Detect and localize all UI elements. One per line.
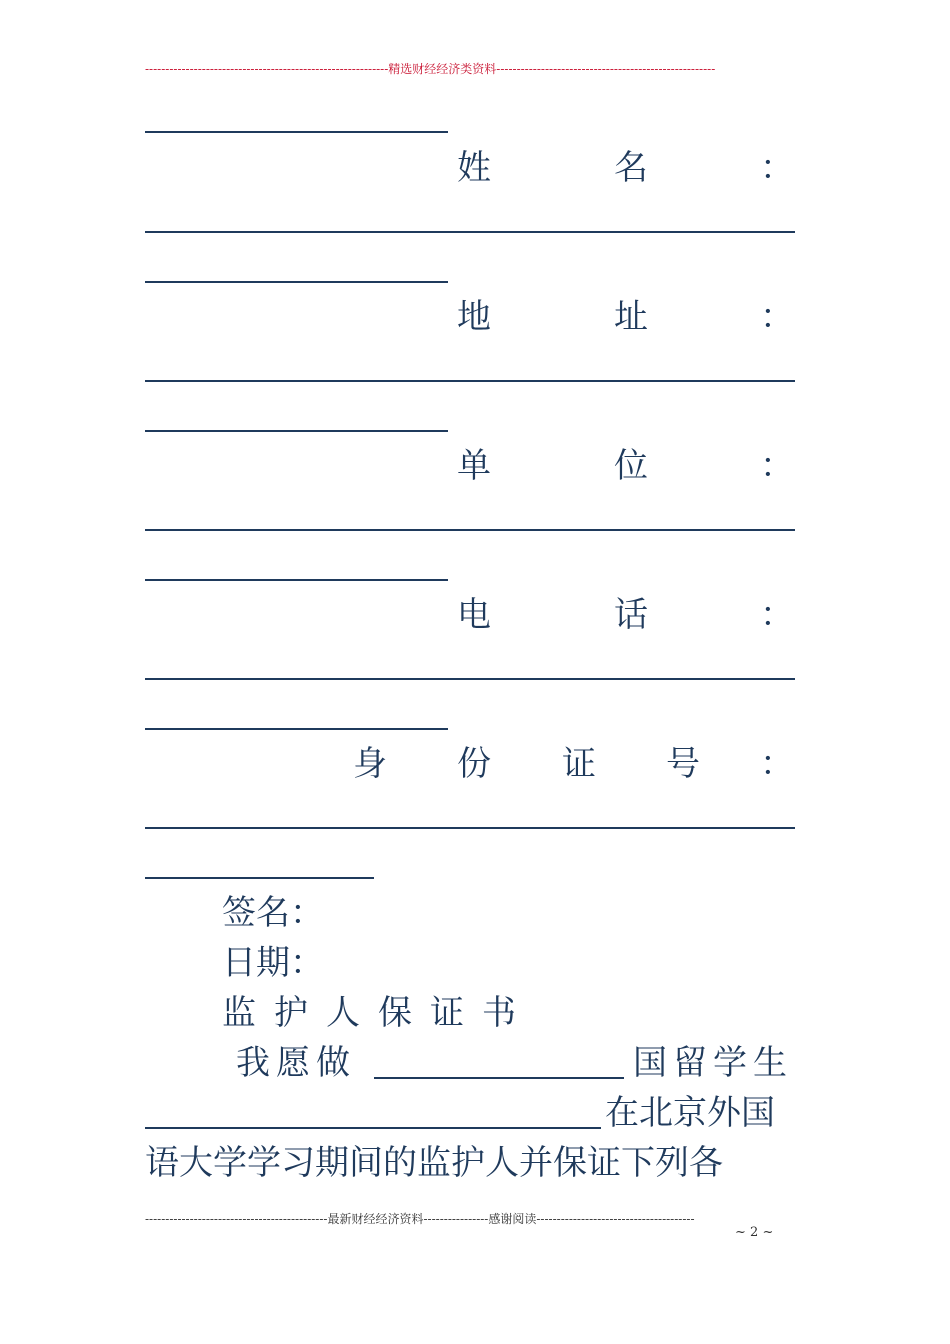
short-underline xyxy=(145,728,448,730)
phone-underline xyxy=(145,678,795,680)
short-underline xyxy=(145,430,448,432)
id-underline xyxy=(145,827,795,829)
body-line-1-suffix: 国留学生 xyxy=(633,1043,793,1083)
name-underline xyxy=(145,231,795,233)
body-line-2-suffix: 在北京外国 xyxy=(605,1093,775,1133)
student-name-underline xyxy=(145,1127,601,1129)
field-id-char-3: 证 xyxy=(562,744,596,784)
footer-right-text: 感谢阅读 xyxy=(488,1212,537,1226)
body-line-3: 语大学学习期间的监护人并保证下列各 xyxy=(145,1143,723,1183)
field-name-char-1: 姓 xyxy=(457,148,491,188)
field-unit-colon: ： xyxy=(760,446,794,486)
title-char: 书 xyxy=(482,993,516,1033)
title-char: 监 xyxy=(222,993,256,1033)
footer-left-text: 最新财经经济资料 xyxy=(327,1212,424,1226)
field-address-char-1: 地 xyxy=(457,297,491,337)
page-footer: ---------------------------------------------最新财经经济资料----------------感谢阅读--------------------------------------- xyxy=(145,1212,695,1226)
body-line-1-prefix: 我愿做 xyxy=(236,1043,356,1083)
field-id-char-4: 号 xyxy=(666,744,700,784)
field-name-colon: ： xyxy=(760,148,794,188)
field-address-char-2: 址 xyxy=(614,297,648,337)
short-underline xyxy=(145,281,448,283)
short-underline xyxy=(145,877,374,879)
field-unit-char-2: 位 xyxy=(614,446,648,486)
field-id-char-2: 份 xyxy=(457,744,491,784)
field-id-colon: ： xyxy=(760,744,794,784)
field-phone-char-2: 话 xyxy=(614,595,648,635)
title-char: 人 xyxy=(326,993,360,1033)
field-phone-char-1: 电 xyxy=(457,595,491,635)
field-address-colon: ： xyxy=(760,297,794,337)
guarantee-title xyxy=(222,993,516,1033)
title-char: 保 xyxy=(378,993,412,1033)
nationality-underline xyxy=(374,1077,624,1079)
page-number: ~ 2 ~ xyxy=(735,1225,774,1240)
header-text: 精选财经经济类资料 xyxy=(388,62,497,76)
field-unit-char-1: 单 xyxy=(457,446,491,486)
short-underline xyxy=(145,579,448,581)
field-id-char-1: 身 xyxy=(353,744,387,784)
field-name-char-2: 名 xyxy=(614,148,648,188)
title-char: 证 xyxy=(430,993,464,1033)
page-header: ------------------------------------------------------------精选财经经济类资料------------------------------------------------------ xyxy=(145,62,716,76)
unit-underline xyxy=(145,529,795,531)
signature-label: 签名： xyxy=(222,893,324,933)
field-phone-colon: ： xyxy=(760,595,794,635)
address-underline xyxy=(145,380,795,382)
page-number-value: 2 xyxy=(750,1225,759,1240)
title-char: 护 xyxy=(274,993,308,1033)
date-label: 日期： xyxy=(222,943,324,983)
short-underline xyxy=(145,131,448,133)
